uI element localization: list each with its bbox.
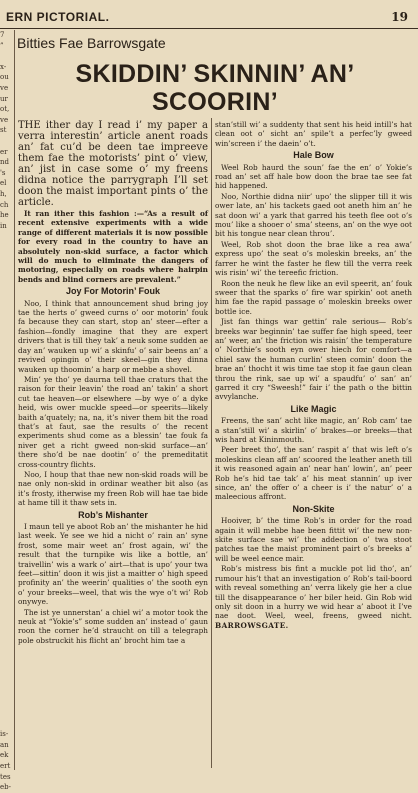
paragraph: Hooiver, b’ the time Rob’s in order for the road again it will mebbe hae been fittit wi’ the new non-skite surface sae wi’ the addection o’ twa stoot patches tae the maist prominent pairt o’s breeks a’ will be weel eence mair. xyxy=(215,516,412,563)
paragraph: stan’still wi’ a suddenty that sent his heid intill’s hat clean oot o’ sicht an’ spile’t a perfec’ly gweed win’screen i’ the daein’ o’t. xyxy=(215,120,412,148)
fragment-text xyxy=(0,390,14,401)
headline-line-1: SKIDDIN’ SKINNIN’ AN’ xyxy=(75,60,355,88)
fragment-text xyxy=(0,591,14,602)
subheading: Joy For Motorin’ Fouk xyxy=(66,286,160,297)
fragment-text xyxy=(0,560,14,571)
fragment-text xyxy=(0,136,14,147)
paragraph: The ist ye unnerstan’ a chiel wi’ a motor took the neuk at “Yokie’s” some sudden an’ instead o’ gaun roon the corner he’d straucht on till a telegraph pole obstruckit his flicht an’ brocht him tae a xyxy=(18,607,208,645)
paragraph xyxy=(215,564,412,630)
fragment-text: er xyxy=(0,147,8,156)
fragment-text xyxy=(0,623,14,634)
subheading: Like Magic xyxy=(290,403,337,414)
fragment-text xyxy=(0,284,14,295)
fragment-text: 's xyxy=(0,168,6,177)
fragment-text xyxy=(0,528,14,539)
fragment-text xyxy=(0,613,14,624)
byline: BARROWSGATE. xyxy=(215,620,289,630)
paragraph: Weel Rob haurd the soun’ fae the en’ o’ Yokie’s road an’ set aff hale bow doon the brae tae see fat hid happened. xyxy=(215,162,412,191)
fragment-text xyxy=(0,411,14,422)
paragraph: Noo, Northie didna niir’ upo’ the slipper till it wis ower late, an’ his tackets gaed oot aneth him an’ he sat doon wi’ a yark that garred his teeth flee oot o’s mou’ like a shooer o’ sma’ steens, an’ on the wye oot bit his tongue near clean throu’. xyxy=(215,191,412,239)
fragment-text: ou xyxy=(0,73,9,82)
fragment-text xyxy=(0,634,14,645)
fragment-text: an xyxy=(0,740,9,749)
fragment-text xyxy=(0,719,14,730)
fragment-text xyxy=(0,348,14,359)
fragment-text: ot, xyxy=(0,105,10,114)
fragment-text xyxy=(0,401,14,412)
masthead: ERN PICTORIAL. xyxy=(6,10,110,24)
fragment-text xyxy=(0,380,14,391)
fragment-text: ur xyxy=(0,94,8,103)
lead-paragraph: THE ither day I read i’ my paper a verra interestin’ article anent roads an’ fat cu’d be deen tae impreeve them fae the motorists’ pint o’ view, an’ jist in case some o’ my freens didna notice the parrygraph I’ll set doon the maist important pints o’ the article. xyxy=(18,120,208,208)
fragment-text xyxy=(0,517,14,528)
fragment-text xyxy=(0,475,14,486)
fragment-text xyxy=(0,666,14,677)
fragment-text xyxy=(0,295,14,306)
fragment-text xyxy=(0,570,14,581)
fragment-text: ek xyxy=(0,751,9,760)
paragraph: Jist fan things war gettin’ rale serious— Rob’s breeks war beginnin’ tae suffer fae high speed, teer an’ weer, an’ the friction wis raisin’ the temperature o’ Northie’s sooth eyn ower hiech for comfort—a chiel saw the human curlin’ steen comin’ doon the brae an’ thocht it wis time tae stop it fae gaun clean throu the rink, sae up wi’ a spaudfu’ o’ san’ an’ garred it cry “Sweesh!” fair i’ the path o the bittin avvylanche. xyxy=(215,317,412,402)
fragment-text xyxy=(0,687,14,698)
column-divider xyxy=(211,118,212,768)
fragment-text xyxy=(0,486,14,497)
fragment-text xyxy=(0,697,14,708)
fragment-text: he xyxy=(0,211,9,220)
fragment-text xyxy=(0,252,14,263)
fragment-text: 7 xyxy=(0,31,5,39)
subheading: Rob’s Mishanter xyxy=(78,509,148,520)
fragment-text: in xyxy=(0,221,7,230)
fragment-text: nd xyxy=(0,158,9,167)
fragment-text: st xyxy=(0,126,7,135)
fragment-text xyxy=(0,51,14,62)
headline-line-2: SCOORIN’ xyxy=(151,88,279,116)
page-number: 19 xyxy=(391,10,408,24)
fragment-text xyxy=(0,507,14,518)
fragment-text xyxy=(0,433,14,444)
paragraph: Weel, Rob shot doon the brae like a rea awa’ express upo’ the seat o’s moleskin breeks, an’ the farrer he wint the faster he flew till the verra reek wis risin’ wi’ the tereefic friction. xyxy=(215,239,412,278)
fragment-text xyxy=(0,644,14,655)
fragment-text: el xyxy=(0,179,7,188)
paragraph-text: Rob’s mistress bis fint a muckle pot lid tho’, an’ rumour his’t that an investigation o’ Rob’s tail-boord with reveal something an’ verra likely gie her a clue till the disappearance o’ her biler heid. Gin Rob wid only sit doon in a hurry we wid hear a’ aboot it I’ve nae doot. Weel, weel, freens, gweed nicht. xyxy=(215,564,412,621)
fragment-text xyxy=(0,422,14,433)
paragraph: Noo, I houp that thae new non-skid roads will be nae only non-skid in ordinar weather bit also (as it’s frosty, itherwise my freen Rob will hae tae bide at hame till it thaw sets in. xyxy=(18,469,208,508)
fragment-text xyxy=(0,454,14,465)
article-column-right xyxy=(215,120,412,631)
fragment-text xyxy=(0,602,14,613)
article-headline xyxy=(16,60,414,116)
subheading: Hale Bow xyxy=(293,150,334,161)
fragment-text xyxy=(0,496,14,507)
fragment-text xyxy=(0,708,14,719)
fragment-text xyxy=(0,581,14,592)
fragment-text: tes xyxy=(0,772,11,781)
paragraph: Peer breet tho’, the san’ raspit a’ that wis left o’s moleskins clean aff an’ scoored the leather aneth till it wis reasoned again an’ near han’ lowin’, an’ peer Rob he’s hid tae tak’ a’ his meat stannin’ up iver since, an’ the offer o’ a cheer is i’ the natur’ o’ a maleecious affront. xyxy=(215,445,412,502)
fragment-text xyxy=(0,549,14,560)
quoted-paragraph: It ran ither this fashion :—“As a result of recent extensive experiments with a wide range of different materials it is now possible for every road in the country to have an absolutely non-skid surface, a factor which will do much to eliminate the dangers of motoring, especially on roads where hairpin bends and blind corners are prevalent.” xyxy=(18,209,208,284)
adjacent-column-fragment xyxy=(0,30,15,792)
fragment-text xyxy=(0,539,14,550)
fragment-text xyxy=(0,263,14,274)
fragment-text xyxy=(0,676,14,687)
fragment-text xyxy=(0,242,14,253)
fragment-text: ve xyxy=(0,83,9,92)
paragraph: Freens, the san’ acht like magic, an’ Rob cam’ tae a stan’still wi’ a skirlin’ o’ brakes—or breeks—that wis hard at Kininmouth. xyxy=(215,416,412,444)
fragment-text xyxy=(0,274,14,285)
article-kicker: Bitties Fae Barrowsgate xyxy=(17,35,166,51)
paragraph: Roon the neuk he flew like an evil speerit, an’ fouk sweer that the sparks o’ fire war spirkin’ oot aneth him fae the rapid passage o’ moleskin breeks ower bottle ice. xyxy=(215,278,412,316)
paragraph: Min’ ye tho’ ye daurna tell thae craturs that the raison for their leavin’ the road an’ takin’ a short cut tae heaven—or elsewhere —by wye o’ a dyke heid, wis ower muckle speed—or speerits—likely baith a’quately; na, na, it’s niver them bit the road that’s at faut, sae the results o’ the recent experiments shud come as a blessin’ tae fouk fa niver get a richt gweed non-skid surface—an’ there sho’d be nae dootin’ o’ the premeditatit cross-country flichts. xyxy=(18,374,208,469)
fragment-text: ert xyxy=(0,761,11,770)
paragraph: I maun tell ye aboot Rob an’ the mishanter he hid last week. Ye see we hid a nicht o’ rain an’ syne frost, some mair weet an’ frost again, wi’ the result that the turnpike wis like a bottle, an’ traivellin’ wis a wark o’ airt—that is upo’ your twa feet—sittin’ doon it wis jist a maitter o’ high speed profinity an’ the weerin’ qualities o’ the sooth eyn o’ your breeks—weel, that wis the wye o’t wi’ Rob onywye. xyxy=(18,522,208,607)
fragment-text xyxy=(0,655,14,666)
fragment-text: h, xyxy=(0,189,7,198)
fragment-text xyxy=(0,464,14,475)
subheading: Non-Skite xyxy=(292,503,335,514)
fragment-text: ch xyxy=(0,200,9,209)
paragraph: Noo, I think that announcement shud bring joy tae the herts o’ gweed curns o’ oor motorin’ fouk fa because they can start, stop an’ steer—efter a fashion—fondly imagine that they are expert drivers that is till they tak’ a neuk some sudden ae day an’ wauken up wi’ a skinfu’ o’ sair beens an’ a revived opingin o’ their skeel—gin they dinna wauken up thoomin’ a harp or mebbe a shovel. xyxy=(18,298,208,374)
fragment-text xyxy=(0,369,14,380)
fragment-text xyxy=(0,231,14,242)
fragment-text: eb- xyxy=(0,783,11,792)
fragment-text: is- xyxy=(0,730,9,739)
fragment-text xyxy=(0,337,14,348)
fragment-text: x- xyxy=(0,62,7,71)
fragment-text xyxy=(0,305,14,316)
fragment-text xyxy=(0,316,14,327)
fragment-text: ” xyxy=(0,41,4,50)
fragment-text xyxy=(0,443,14,454)
fragment-text: ve xyxy=(0,115,9,124)
fragment-text xyxy=(0,327,14,338)
fragment-text xyxy=(0,358,14,369)
article-column-left xyxy=(18,120,208,646)
